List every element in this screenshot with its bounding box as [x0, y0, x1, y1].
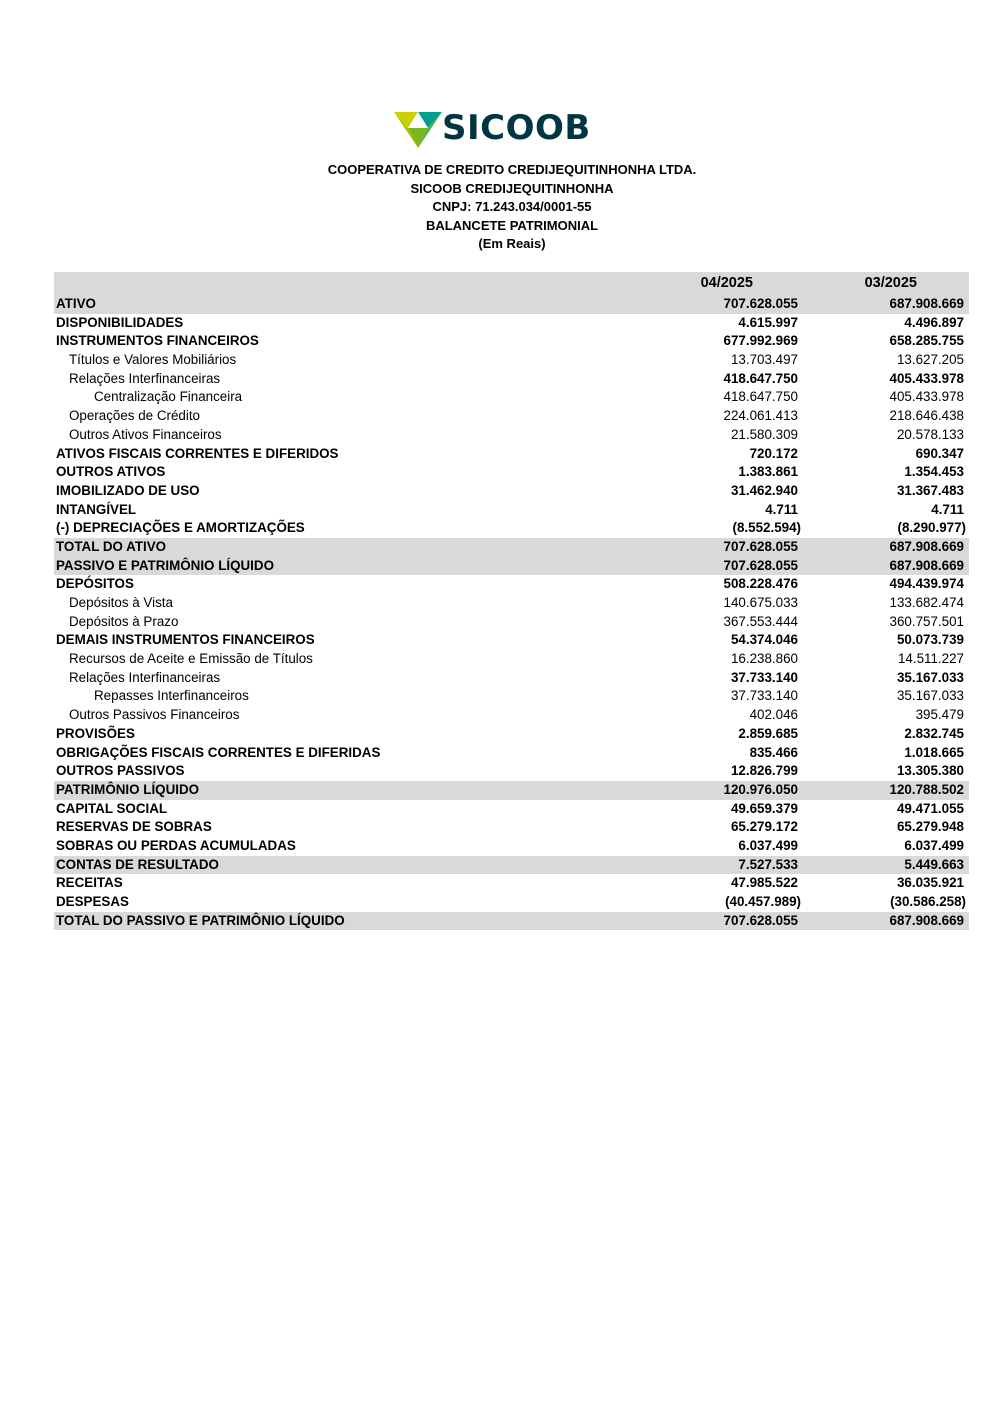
value-previous: 6.037.499	[904, 837, 964, 853]
value-previous: 405.433.978	[889, 389, 964, 405]
row-label: Operações de Crédito	[69, 408, 201, 424]
table-row	[54, 557, 969, 576]
value-current: 1.383.861	[738, 464, 798, 480]
table-row	[54, 538, 969, 557]
row-label: OUTROS PASSIVOS	[56, 763, 185, 779]
table-row	[54, 725, 969, 744]
value-previous: 35.167.033	[896, 669, 964, 685]
table-row	[54, 800, 969, 819]
sicoob-logo	[394, 110, 594, 152]
value-current: 37.733.140	[730, 688, 798, 704]
value-previous: 687.908.669	[889, 912, 964, 928]
value-current: 31.462.940	[730, 482, 798, 498]
table-row	[54, 482, 969, 501]
value-previous: 405.433.978	[889, 370, 964, 386]
value-current: 49.659.379	[730, 800, 798, 816]
value-current: 7.527.533	[738, 856, 798, 872]
table-row	[54, 388, 969, 407]
value-current: 4.711	[765, 501, 798, 517]
table-row	[54, 594, 969, 613]
value-previous: 133.682.474	[889, 595, 964, 610]
value-previous: 13.627.205	[896, 352, 964, 368]
value-previous: 687.908.669	[889, 296, 964, 311]
table-header-row	[54, 272, 969, 295]
sicoob-logo-icon	[394, 110, 442, 150]
column-header-current: 04/2025	[700, 275, 753, 291]
document-header	[0, 161, 1000, 254]
table-row	[54, 332, 969, 351]
row-label: CAPITAL SOCIAL	[56, 800, 168, 816]
value-previous: 690.347	[915, 445, 964, 461]
value-previous: 20.578.133	[896, 426, 964, 442]
table-row	[54, 519, 969, 538]
value-current: 677.992.969	[723, 333, 798, 349]
table-row	[54, 650, 969, 669]
value-current: 418.647.750	[723, 389, 798, 405]
row-label: RESERVAS DE SOBRAS	[56, 819, 212, 835]
value-current: 707.628.055	[723, 538, 798, 554]
value-previous: 218.646.438	[889, 408, 964, 424]
table-row	[54, 463, 969, 482]
table-row	[54, 613, 969, 632]
value-previous: (30.586.258)	[890, 894, 966, 909]
row-label: SOBRAS OU PERDAS ACUMULADAS	[56, 837, 296, 853]
value-current: 65.279.172	[730, 819, 798, 835]
row-label: ATIVOS FISCAIS CORRENTES E DIFERIDOS	[56, 445, 339, 461]
value-previous: 120.788.502	[889, 781, 964, 797]
trade-name: SICOOB CREDIJEQUITINHONHA	[410, 180, 614, 196]
value-current: 508.228.476	[723, 576, 798, 592]
value-previous: 14.511.227	[897, 651, 964, 667]
value-previous: 35.167.033	[896, 688, 964, 704]
currency-note: (Em Reais)	[478, 236, 546, 252]
value-current: 47.985.522	[730, 875, 798, 891]
value-current: 707.628.055	[723, 296, 798, 311]
table-row	[54, 575, 969, 594]
value-previous: 31.367.483	[896, 482, 964, 498]
value-previous: 494.439.974	[889, 576, 964, 592]
row-label: Outros Passivos Financeiros	[69, 707, 240, 723]
value-previous: 1.018.665	[904, 744, 964, 760]
value-current: (40.457.989)	[725, 894, 801, 909]
row-label: Recursos de Aceite e Emissão de Títulos	[69, 651, 313, 667]
value-previous: 65.279.948	[896, 819, 964, 835]
value-current: 16.238.860	[730, 651, 798, 667]
value-previous: 4.496.897	[904, 314, 964, 330]
table-row	[54, 669, 969, 688]
row-label: ATIVO	[56, 296, 96, 311]
table-row	[54, 781, 969, 800]
table-row	[54, 762, 969, 781]
table-row	[54, 631, 969, 650]
row-label: Relações Interfinanceiras	[69, 370, 221, 386]
value-previous: 2.832.745	[904, 725, 964, 741]
table-row	[54, 351, 969, 370]
row-label: OUTROS ATIVOS	[56, 464, 166, 480]
row-label: OBRIGAÇÕES FISCAIS CORRENTES E DIFERIDAS	[56, 744, 381, 760]
value-current: 707.628.055	[723, 912, 798, 928]
row-label: Outros Ativos Financeiros	[69, 426, 222, 442]
cnpj: CNPJ: 71.243.034/0001-55	[432, 199, 592, 215]
value-current: 402.046	[749, 707, 798, 723]
row-label: DEPÓSITOS	[56, 576, 134, 592]
value-current: 2.859.685	[738, 725, 798, 741]
column-header-previous: 03/2025	[864, 275, 917, 291]
value-previous: 5.449.663	[904, 856, 964, 872]
row-label: TOTAL DO PASSIVO E PATRIMÔNIO LÍQUIDO	[56, 912, 345, 928]
row-label: TOTAL DO ATIVO	[56, 538, 167, 554]
sicoob-logo-text: SICOOB	[442, 108, 591, 148]
value-previous: 13.305.380	[896, 763, 964, 779]
value-previous: (8.290.977)	[897, 520, 966, 536]
value-current: 418.647.750	[723, 370, 798, 386]
value-current: 6.037.499	[738, 837, 798, 853]
row-label: PROVISÕES	[56, 725, 135, 741]
document-title: BALANCETE PATRIMONIAL	[425, 217, 599, 233]
row-label: Centralização Financeira	[94, 389, 243, 405]
value-current: 140.675.033	[723, 595, 798, 610]
table-row	[54, 445, 969, 464]
table-row	[54, 314, 969, 333]
row-label: PATRIMÔNIO LÍQUIDO	[56, 781, 200, 797]
value-current: 224.061.413	[723, 408, 798, 424]
value-previous: 360.757.501	[889, 613, 964, 629]
table-row	[54, 856, 969, 875]
row-label: PASSIVO E PATRIMÔNIO LÍQUIDO	[56, 557, 274, 573]
value-previous: 687.908.669	[889, 538, 964, 554]
table-row	[54, 407, 969, 426]
table-row	[54, 687, 969, 706]
row-label: DISPONIBILIDADES	[56, 314, 184, 330]
table-row	[54, 501, 969, 520]
table-row	[54, 818, 969, 837]
table-body	[54, 295, 969, 930]
value-current: 835.466	[749, 744, 798, 760]
value-previous: 395.479	[915, 707, 964, 723]
cooperative-name: COOPERATIVA DE CREDITO CREDIJEQUITINHONHA LTDA.	[327, 162, 697, 177]
row-label: Relações Interfinanceiras	[69, 669, 221, 685]
row-label: RECEITAS	[56, 875, 123, 891]
row-label: INTANGÍVEL	[56, 501, 137, 517]
row-label: DEMAIS INSTRUMENTOS FINANCEIROS	[56, 632, 315, 648]
value-current: 21.580.309	[730, 426, 798, 442]
balance-sheet-table	[54, 272, 969, 930]
table-row	[54, 874, 969, 893]
table-row	[54, 426, 969, 445]
table-row	[54, 370, 969, 389]
value-current: 707.628.055	[723, 557, 798, 573]
table-row	[54, 837, 969, 856]
row-label: Repasses Interfinanceiros	[94, 688, 249, 704]
value-previous: 658.285.755	[889, 333, 964, 349]
row-label: Depósitos à Vista	[69, 595, 173, 610]
value-previous: 687.908.669	[889, 557, 964, 573]
value-current: 37.733.140	[730, 669, 798, 685]
table-row	[54, 893, 969, 912]
row-label: DESPESAS	[56, 894, 129, 909]
row-label: (-) DEPRECIAÇÕES E AMORTIZAÇÕES	[56, 520, 305, 536]
row-label: Depósitos à Prazo	[69, 613, 179, 629]
table-row	[54, 744, 969, 763]
value-current: 54.374.046	[730, 632, 798, 648]
row-label: CONTAS DE RESULTADO	[56, 856, 219, 872]
value-previous: 49.471.055	[896, 800, 964, 816]
value-previous: 50.073.739	[896, 632, 964, 648]
row-label: IMOBILIZADO DE USO	[56, 482, 200, 498]
value-current: 120.976.050	[723, 781, 798, 797]
value-previous: 4.711	[931, 501, 964, 517]
value-current: (8.552.594)	[732, 520, 801, 536]
table-row	[54, 706, 969, 725]
row-label: INSTRUMENTOS FINANCEIROS	[56, 333, 259, 349]
value-current: 4.615.997	[738, 314, 798, 330]
value-previous: 1.354.453	[904, 464, 964, 480]
value-current: 367.553.444	[723, 613, 798, 629]
value-current: 12.826.799	[730, 763, 798, 779]
value-current: 720.172	[749, 445, 798, 461]
value-current: 13.703.497	[730, 352, 798, 368]
table-row	[54, 295, 969, 314]
table-row	[54, 912, 969, 931]
row-label: Títulos e Valores Mobiliários	[69, 352, 237, 368]
value-previous: 36.035.921	[896, 875, 964, 891]
